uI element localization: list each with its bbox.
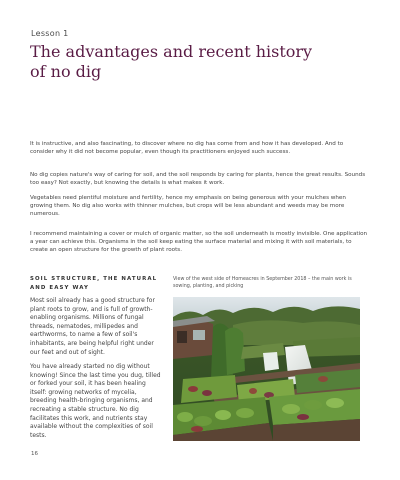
body-paragraph-2: No dig copies nature's way of caring for soil, and the soil responds by caring for plants, hence the great results. Sounds too easy? Not exactly, but knowing the details is what makes it work. — [30, 172, 366, 187]
page-title: The advantages and recent history of no dig — [30, 42, 313, 81]
body-paragraph-1: It is instructive, and also fascinating, to discover where no dig has come from and how it has developed. And to consider why it did not become popular, even though its practitioners enjoyed such success. — [30, 141, 344, 156]
section-subheading: SOIL STRUCTURE, THE NATURAL AND EASY WAY — [30, 276, 158, 291]
photo-caption: View of the west side of Homeacres in September 2018 – the main work is sowing, planting, and picking — [173, 277, 352, 290]
garden-photo — [173, 297, 360, 441]
body-paragraph-3: Vegetables need plentiful moisture and fertility, hence my emphasis on being generous with your mulches when growing them. No dig also works with thinner mulches, but crops will be less abundant and weeds may be more numerous. — [30, 195, 346, 218]
column-paragraph-2: You have already started no dig without knowing! Since the last time you dug, tilled or forked your soil, it has been healing itself: growing networks of mycelia, breeding health-bringing organisms, and recreating a stable structure. No dig facilitates this work, and nutrients stay available without the complexities of soil tests. — [30, 363, 161, 439]
lesson-label: Lesson 1 — [31, 29, 69, 38]
page-number: 16 — [31, 451, 38, 457]
column-paragraph-1: Most soil already has a good structure for plant roots to grow, and is full of growth-enabling organisms. Millions of fungal threads, nematodes, millipedes and earthworms, to name a few of soil's inhabitants, are being helpful right under our feet and out of sight. — [30, 297, 155, 356]
body-paragraph-4: I recommend maintaining a cover or mulch of organic matter, so the soil underneath is mostly invisible. One application a year can achieve this. Organisms in the soil keep eating the surface material and mixing it with soil materials, to create an open structure for the growth of plant roots. — [30, 231, 368, 254]
